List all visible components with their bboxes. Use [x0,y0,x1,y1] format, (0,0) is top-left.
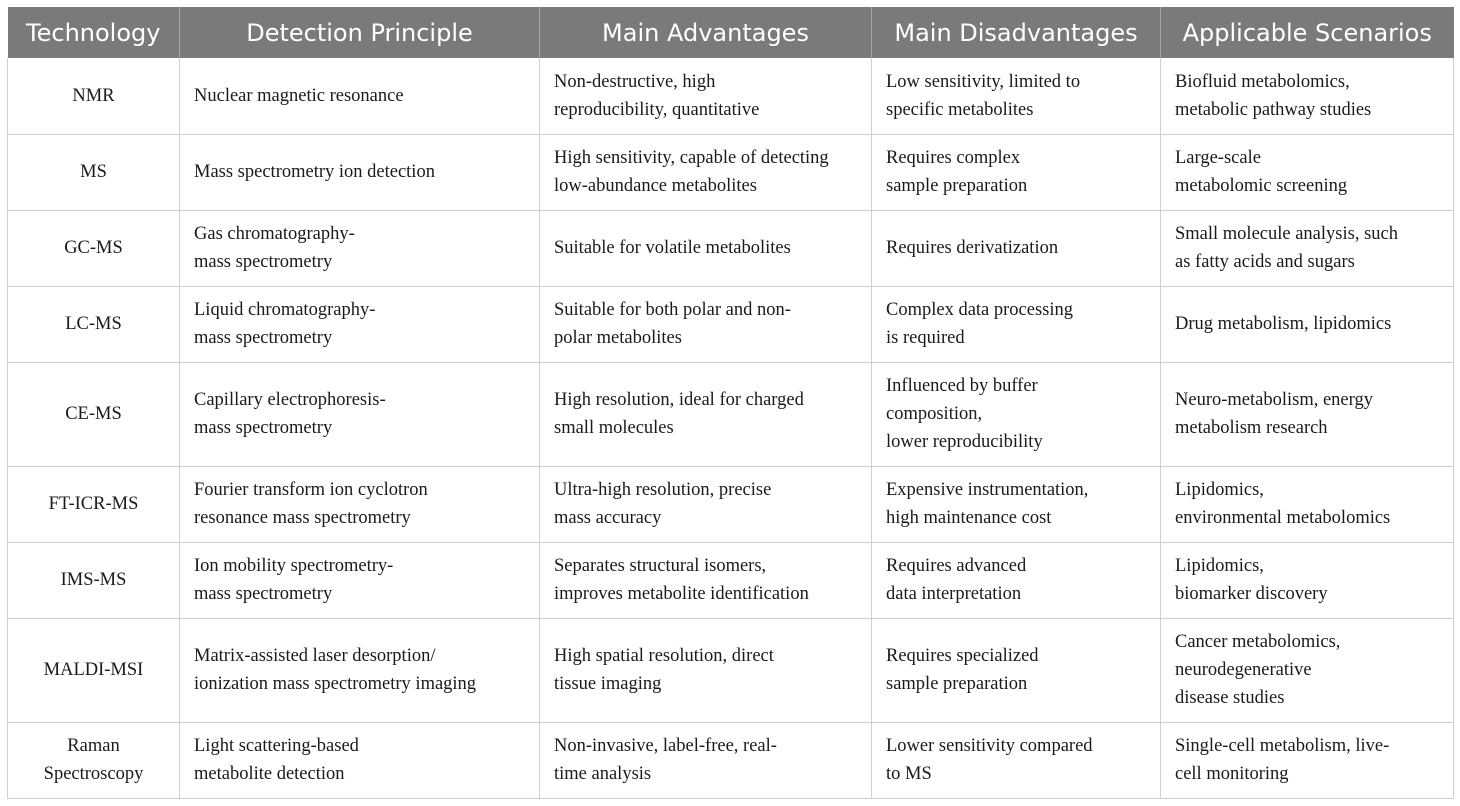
cell-line: LC-MS [65,314,122,334]
cell-line: MS [80,162,107,182]
cell-principle [180,210,540,286]
cell-line: metabolomic screening [1175,176,1348,196]
cell-line: Requires advanced [886,556,1027,576]
table-row [8,134,1454,210]
cell-line: to MS [886,764,932,784]
cell-technology [8,362,180,466]
cell-line: mass spectrometry [194,584,333,604]
cell-line: Matrix-assisted laser desorption/ [194,646,436,666]
cell-line: lower reproducibility [886,432,1043,452]
cell-technology [8,286,180,362]
cell-line: Cancer metabolomics, [1175,632,1341,652]
cell-principle [180,618,540,722]
cell-line: Small molecule analysis, such [1175,224,1398,244]
cell-technology [8,58,180,134]
cell-line: Non-destructive, high [554,71,716,92]
cell-principle [180,542,540,618]
cell-disadvantages [872,134,1161,210]
cell-line: as fatty acids and sugars [1175,252,1355,272]
cell-advantages [540,58,872,134]
cell-line: Capillary electrophoresis- [194,390,386,410]
cell-scenarios [1161,618,1454,722]
cell-line: time analysis [554,764,652,784]
cell-line: Biofluid metabolomics, [1175,71,1350,92]
header-main-advantages: Main Advantages [540,7,872,58]
cell-advantages [540,722,872,798]
cell-technology [8,618,180,722]
cell-line: Neuro-metabolism, energy [1175,390,1373,410]
cell-disadvantages [872,722,1161,798]
cell-technology [8,722,180,798]
cell-line: Suitable for both polar and non- [554,300,791,320]
header-row [8,7,1454,58]
cell-line: Low sensitivity, limited to [886,71,1081,92]
cell-line: High spatial resolution, direct [554,646,774,666]
cell-line: Large-scale [1175,148,1261,168]
cell-line: disease studies [1175,688,1285,708]
cell-line: composition, [886,404,983,424]
table-row [8,286,1454,362]
cell-line: Light scattering-based [194,736,359,756]
header-main-disadvantages: Main Disadvantages [872,7,1161,58]
cell-disadvantages [872,210,1161,286]
cell-line: Separates structural isomers, [554,556,767,576]
cell-technology [8,134,180,210]
cell-line: High resolution, ideal for charged [554,390,804,410]
cell-scenarios [1161,134,1454,210]
table-row [8,466,1454,542]
cell-line: metabolism research [1175,418,1328,438]
cell-line: low-abundance metabolites [554,176,757,196]
cell-line: small molecules [554,418,674,438]
cell-line: reproducibility, quantitative [554,99,760,120]
cell-line: Spectroscopy [43,764,144,784]
cell-technology [8,466,180,542]
cell-line: metabolic pathway studies [1175,99,1372,120]
cell-line: High sensitivity, capable of detecting [554,148,829,168]
cell-advantages [540,542,872,618]
cell-scenarios [1161,722,1454,798]
cell-line: FT-ICR-MS [48,494,139,514]
cell-line: MALDI-MSI [43,660,144,680]
cell-disadvantages [872,542,1161,618]
cell-line: Influenced by buffer [886,376,1038,396]
cell-line: is required [886,328,965,348]
cell-line: Ion mobility spectrometry- [194,556,394,576]
cell-principle [180,58,540,134]
cell-advantages [540,286,872,362]
comparison-table [7,7,1454,799]
cell-line: Complex data processing [886,300,1074,320]
cell-line: Gas chromatography- [194,224,355,244]
cell-advantages [540,362,872,466]
cell-line: Raman [67,736,120,756]
cell-line: cell monitoring [1175,764,1289,784]
cell-line: tissue imaging [554,674,662,694]
cell-line: sample preparation [886,176,1028,196]
table-row [8,210,1454,286]
cell-line: Lower sensitivity compared [886,736,1093,756]
cell-disadvantages [872,618,1161,722]
cell-line: data interpretation [886,584,1022,604]
cell-line: Suitable for volatile metabolites [554,238,791,258]
cell-scenarios [1161,542,1454,618]
cell-scenarios [1161,466,1454,542]
table-row [8,722,1454,798]
metabolomics-technology-table [7,7,1453,799]
cell-line: Non-invasive, label-free, real- [554,736,777,756]
cell-principle [180,466,540,542]
cell-scenarios [1161,210,1454,286]
cell-principle [180,286,540,362]
cell-technology [8,542,180,618]
cell-principle [180,362,540,466]
cell-scenarios [1161,58,1454,134]
cell-line: Requires derivatization [886,238,1059,258]
cell-line: Expensive instrumentation, [886,480,1089,500]
cell-advantages [540,134,872,210]
cell-line: resonance mass spectrometry [194,508,411,528]
header-technology: Technology [8,7,180,58]
cell-line: improves metabolite identification [554,584,809,604]
cell-line: mass spectrometry [194,418,333,438]
cell-scenarios [1161,362,1454,466]
cell-line: mass spectrometry [194,252,333,272]
cell-disadvantages [872,58,1161,134]
header-applicable-scenarios: Applicable Scenarios [1161,7,1454,58]
cell-scenarios [1161,286,1454,362]
cell-line: CE-MS [65,404,122,424]
cell-line: biomarker discovery [1175,584,1328,604]
cell-line: Lipidomics, [1175,556,1264,576]
cell-line: GC-MS [64,238,123,258]
cell-line: Liquid chromatography- [194,300,376,320]
cell-line: Requires specialized [886,646,1039,666]
cell-line: Drug metabolism, lipidomics [1175,314,1392,334]
cell-line: polar metabolites [554,328,682,348]
table-row [8,58,1454,134]
cell-line: Nuclear magnetic resonance [194,85,404,106]
cell-line: Ultra-high resolution, precise [554,480,772,500]
cell-advantages [540,466,872,542]
cell-advantages [540,618,872,722]
cell-line: high maintenance cost [886,508,1052,528]
cell-principle [180,722,540,798]
table-row [8,618,1454,722]
cell-line: Fourier transform ion cyclotron [194,480,428,500]
table-row [8,362,1454,466]
cell-disadvantages [872,286,1161,362]
cell-line: sample preparation [886,674,1028,694]
cell-line: ionization mass spectrometry imaging [194,674,477,694]
cell-disadvantages [872,362,1161,466]
cell-line: NMR [72,85,115,106]
cell-line: IMS-MS [60,570,127,590]
cell-line: Single-cell metabolism, live- [1175,736,1390,756]
cell-line: specific metabolites [886,99,1034,120]
cell-line: Requires complex [886,148,1021,168]
cell-line: Lipidomics, [1175,480,1264,500]
cell-line: mass spectrometry [194,328,333,348]
header-detection-principle: Detection Principle [180,7,540,58]
cell-line: mass accuracy [554,508,662,528]
cell-technology [8,210,180,286]
cell-advantages [540,210,872,286]
cell-line: environmental metabolomics [1175,508,1391,528]
table-row [8,542,1454,618]
cell-line: metabolite detection [194,764,345,784]
cell-disadvantages [872,466,1161,542]
cell-line: neurodegenerative [1175,660,1312,680]
cell-principle [180,134,540,210]
cell-line: Mass spectrometry ion detection [194,162,435,182]
